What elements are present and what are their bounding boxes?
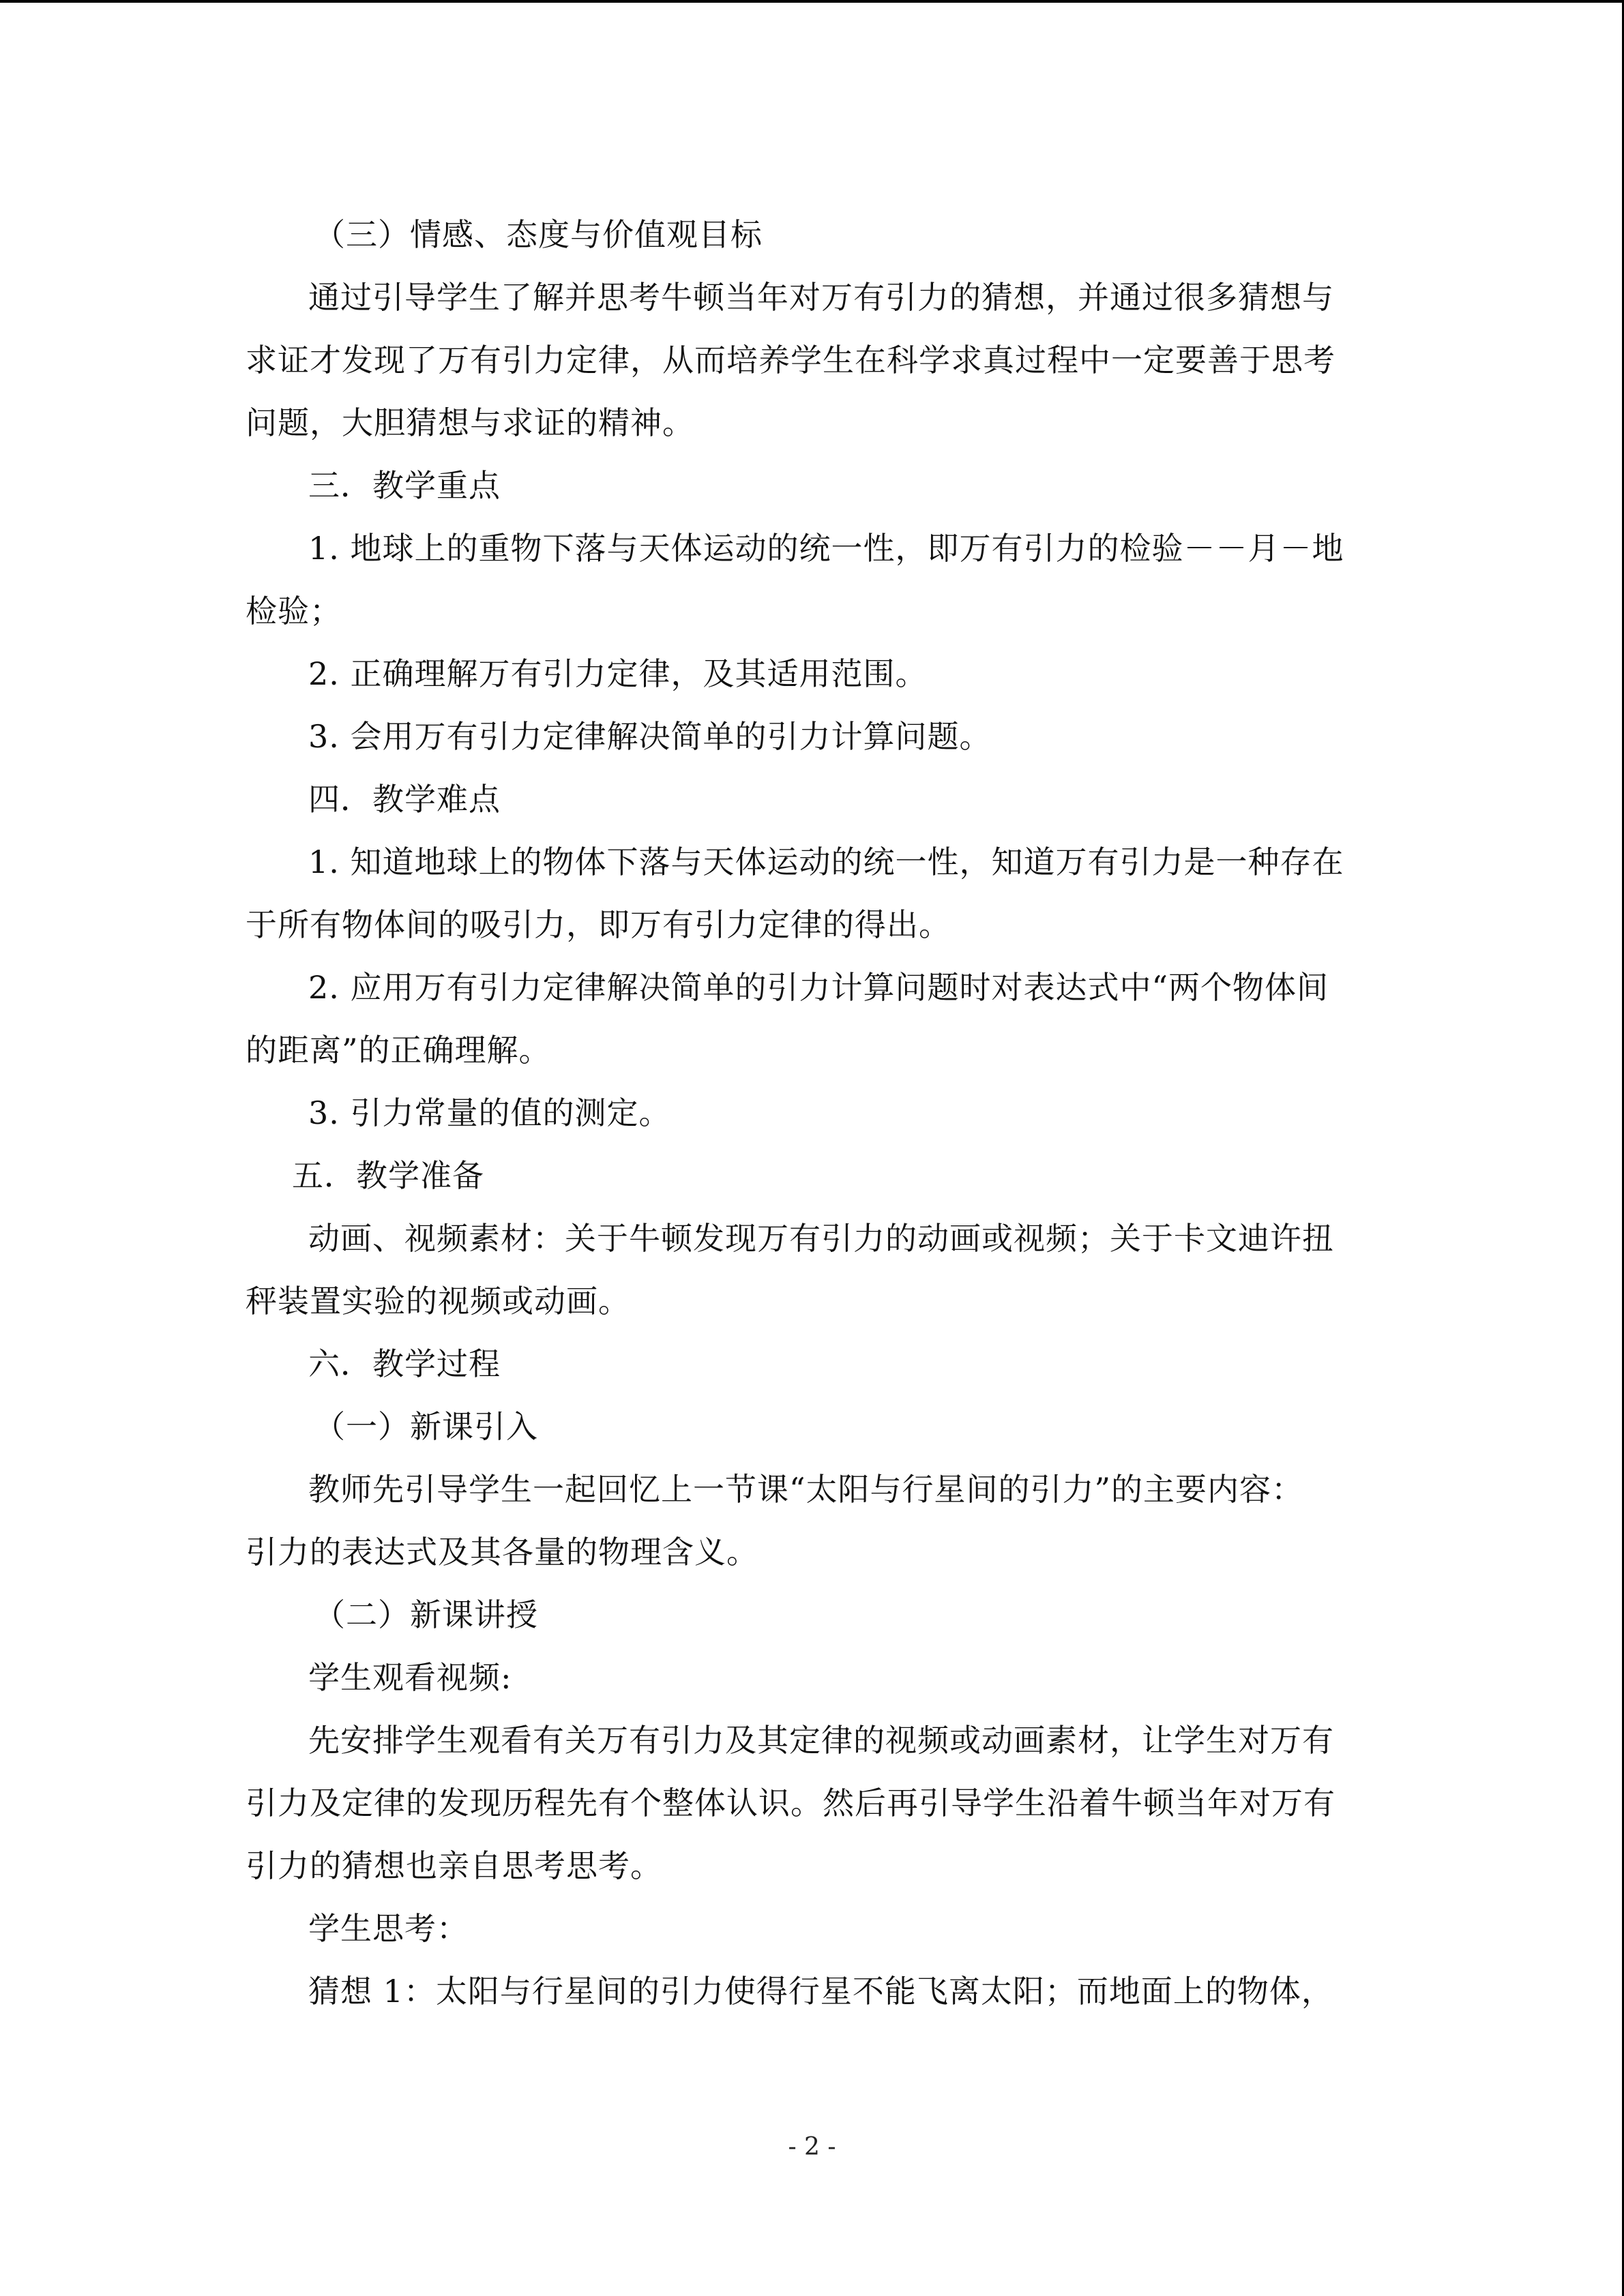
text-line: 四．教学难点	[308, 781, 501, 818]
text-line: 引力的表达式及其各量的物理含义。	[246, 1534, 758, 1570]
text-line: 秤装置实验的视频或动画。	[246, 1283, 630, 1320]
text-line: 2. 应用万有引力定律解决简单的引力计算问题时对表达式中“两个物体间	[308, 969, 1329, 1006]
text-line: （二）新课讲授	[314, 1596, 538, 1633]
text-line: 3. 引力常量的值的测定。	[308, 1094, 671, 1131]
text-line: 学生思考：	[308, 1910, 469, 1947]
text-line: 2. 正确理解万有引力定律，及其适用范围。	[308, 655, 928, 692]
text-line: 检验；	[246, 593, 342, 629]
text-line: （三）情感、态度与价值观目标	[314, 216, 763, 253]
text-line: 通过引导学生了解并思考牛顿当年对万有引力的猜想，并通过很多猜想与	[308, 279, 1334, 316]
text-line: 六．教学过程	[308, 1345, 501, 1382]
document-body	[246, 203, 1391, 2023]
text-line: 的距离”的正确理解。	[246, 1032, 551, 1069]
text-line: 问题，大胆猜想与求证的精神。	[246, 404, 694, 441]
text-line: （一）新课引入	[314, 1408, 538, 1445]
text-line: 1. 地球上的重物下落与天体运动的统一性，即万有引力的检验－－月－地	[308, 530, 1344, 567]
top-border	[0, 0, 1624, 3]
text-line: 引力及定律的发现历程先有个整体认识。然后再引导学生沿着牛顿当年对万有	[246, 1785, 1335, 1821]
text-line: 学生观看视频:	[308, 1659, 512, 1696]
text-line: 先安排学生观看有关万有引力及其定律的视频或动画素材，让学生对万有	[308, 1722, 1334, 1759]
text-line: 3. 会用万有引力定律解决简单的引力计算问题。	[308, 718, 992, 755]
text-line: 引力的猜想也亲自思考思考。	[246, 1847, 662, 1884]
text-line: 求证才发现了万有引力定律，从而培养学生在科学求真过程中一定要善于思考	[246, 342, 1335, 378]
page-number: - 2 -	[788, 2133, 836, 2161]
text-line: 动画、视频素材：关于牛顿发现万有引力的动画或视频；关于卡文迪许扭	[308, 1220, 1334, 1257]
text-line: 于所有物体间的吸引力，即万有引力定律的得出。	[246, 906, 951, 943]
text-line: 教师先引导学生一起回忆上一节课“太阳与行星间的引力”的主要内容：	[308, 1471, 1304, 1508]
text-line: 猜想 1：太阳与行星间的引力使得行星不能飞离太阳；而地面上的物体，	[308, 1973, 1333, 2010]
text-line: 三．教学重点	[308, 467, 501, 504]
text-line: 五．教学准备	[292, 1157, 484, 1194]
text-line: 1. 知道地球上的物体下落与天体运动的统一性，知道万有引力是一种存在	[308, 844, 1344, 880]
